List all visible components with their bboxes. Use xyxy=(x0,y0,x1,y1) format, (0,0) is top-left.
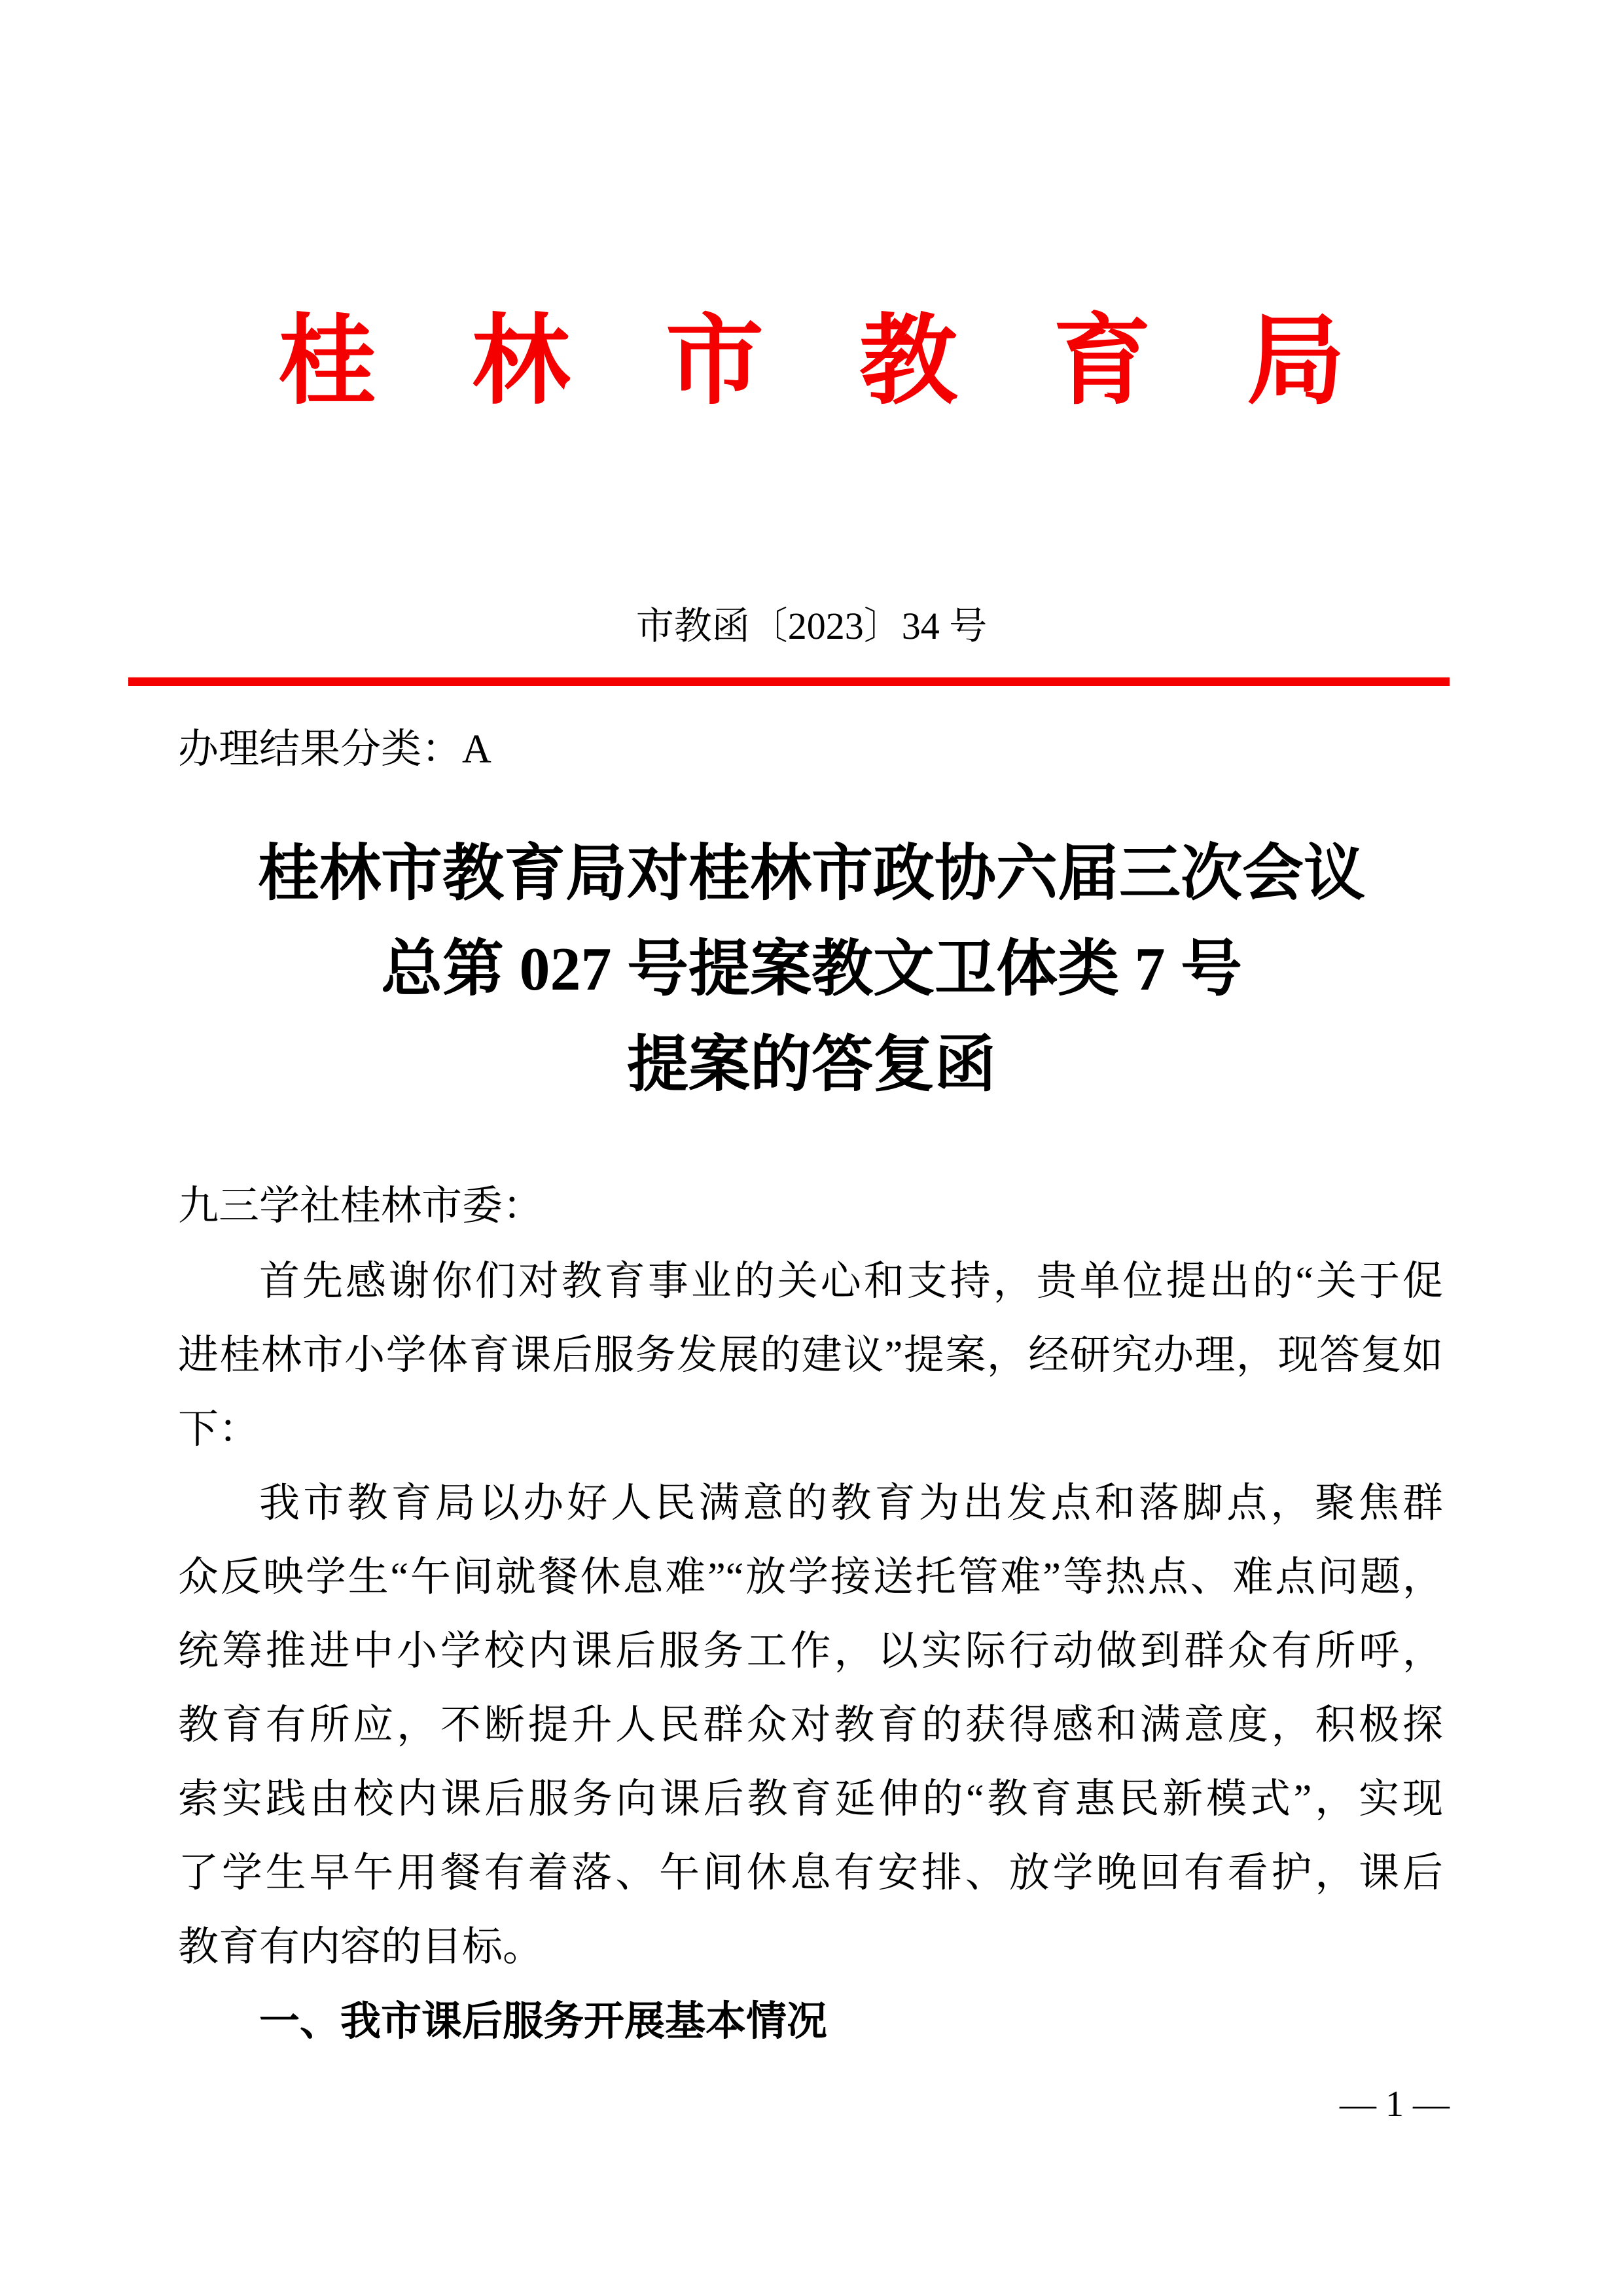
body-line: 教育有所应，不断提升人民群众对教育的获得感和满意度，积极探 xyxy=(178,1703,1443,1748)
body-paragraphs xyxy=(178,1245,1443,2058)
document-title-line-1: 桂林市教育局对桂林市政协六届三次会议 xyxy=(257,840,1365,908)
doc-reference-number: 市教函〔2023〕34 号 xyxy=(635,605,988,647)
body-line: 统筹推进中小学校内课后服务工作，以实际行动做到群众有所呼， xyxy=(178,1629,1443,1674)
body-line: 了学生早午用餐有着落、午间休息有安排、放学晚回有看护，课后 xyxy=(178,1851,1443,1895)
body-line: 首先感谢你们对教育事业的关心和支持，贵单位提出的“关于促 xyxy=(259,1259,1443,1304)
result-classification: 办理结果分类：A xyxy=(178,727,491,772)
document-title-line-3: 提案的答复函 xyxy=(626,1031,996,1099)
page-number: — 1 — xyxy=(1340,2084,1450,2125)
body-line: 我市教育局以办好人民满意的教育为出发点和落脚点，聚焦群 xyxy=(259,1481,1443,1526)
agency-masthead: 桂林市教育局 xyxy=(277,308,1440,416)
document-title xyxy=(0,826,1623,1113)
body-line: 进桂林市小学体育课后服务发展的建议”提案，经研究办理，现答复如 xyxy=(178,1333,1443,1378)
body-line: 索实践由校内课后服务向课后教育延伸的“教育惠民新模式”，实现 xyxy=(178,1777,1443,1821)
red-divider-rule xyxy=(128,677,1450,686)
document-title-line-2: 总第 027 号提案教文卫体类 7 号 xyxy=(380,935,1242,1003)
body-line: 教育有内容的目标。 xyxy=(178,1925,544,1969)
salutation: 九三学社桂林市委： xyxy=(178,1184,544,1229)
body-line: 下： xyxy=(178,1407,260,1452)
section-heading: 一、我市课后服务开展基本情况 xyxy=(259,1999,828,2044)
body-line: 众反映学生“午间就餐休息难”“放学接送托管难”等热点、难点问题， xyxy=(178,1555,1443,1600)
